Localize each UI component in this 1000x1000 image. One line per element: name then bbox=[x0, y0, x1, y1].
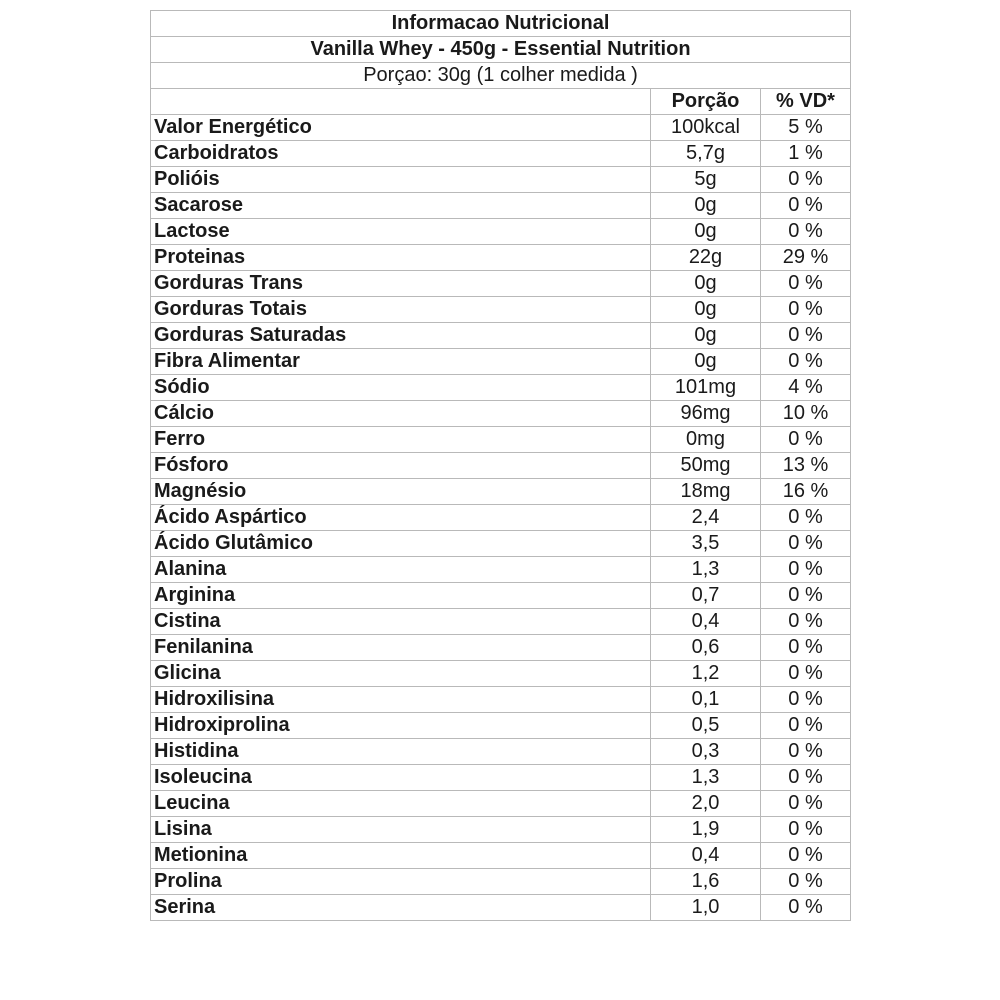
nutrient-vd: 0 % bbox=[761, 427, 851, 453]
nutrient-vd: 4 % bbox=[761, 375, 851, 401]
nutrient-name: Cistina bbox=[151, 609, 651, 635]
nutrient-vd: 16 % bbox=[761, 479, 851, 505]
nutrient-name: Lactose bbox=[151, 219, 651, 245]
table-row bbox=[151, 635, 851, 661]
nutrient-name: Arginina bbox=[151, 583, 651, 609]
nutrient-name: Leucina bbox=[151, 791, 651, 817]
nutrient-name: Isoleucina bbox=[151, 765, 651, 791]
table-row bbox=[151, 479, 851, 505]
nutrient-vd: 0 % bbox=[761, 609, 851, 635]
table-row bbox=[151, 219, 851, 245]
nutrient-name: Fósforo bbox=[151, 453, 651, 479]
table-row bbox=[151, 661, 851, 687]
nutrient-name: Glicina bbox=[151, 661, 651, 687]
table-row bbox=[151, 583, 851, 609]
nutrient-value: 0mg bbox=[651, 427, 761, 453]
nutrient-value: 0g bbox=[651, 323, 761, 349]
nutrient-name: Ácido Glutâmico bbox=[151, 531, 651, 557]
table-row bbox=[151, 895, 851, 921]
table-row bbox=[151, 609, 851, 635]
nutrient-vd: 0 % bbox=[761, 297, 851, 323]
nutrient-name: Serina bbox=[151, 895, 651, 921]
nutrient-vd: 1 % bbox=[761, 141, 851, 167]
nutrient-value: 0,4 bbox=[651, 843, 761, 869]
table-row bbox=[151, 765, 851, 791]
label-title: Informacao Nutricional bbox=[151, 11, 851, 37]
table-row bbox=[151, 687, 851, 713]
nutrient-value: 50mg bbox=[651, 453, 761, 479]
table-row bbox=[151, 531, 851, 557]
nutrient-value: 0g bbox=[651, 349, 761, 375]
nutrient-vd: 5 % bbox=[761, 115, 851, 141]
nutrient-value: 5g bbox=[651, 167, 761, 193]
nutrient-vd: 0 % bbox=[761, 349, 851, 375]
nutrient-value: 3,5 bbox=[651, 531, 761, 557]
product-name: Vanilla Whey - 450g - Essential Nutrition bbox=[151, 37, 851, 63]
column-header-portion: Porção bbox=[651, 89, 761, 115]
nutrient-name: Hidroxilisina bbox=[151, 687, 651, 713]
nutrient-name: Alanina bbox=[151, 557, 651, 583]
table-row bbox=[151, 427, 851, 453]
nutrient-vd: 0 % bbox=[761, 219, 851, 245]
nutrient-name: Sacarose bbox=[151, 193, 651, 219]
nutrient-name: Proteinas bbox=[151, 245, 651, 271]
table-row bbox=[151, 297, 851, 323]
nutrient-value: 0,5 bbox=[651, 713, 761, 739]
nutrient-vd: 0 % bbox=[761, 323, 851, 349]
nutrient-vd: 0 % bbox=[761, 895, 851, 921]
table-row bbox=[151, 817, 851, 843]
nutrition-table bbox=[150, 10, 851, 921]
nutrient-name: Fenilanina bbox=[151, 635, 651, 661]
nutrient-name: Valor Energético bbox=[151, 115, 651, 141]
nutrient-name: Prolina bbox=[151, 869, 651, 895]
nutrient-vd: 10 % bbox=[761, 401, 851, 427]
nutrient-value: 1,0 bbox=[651, 895, 761, 921]
nutrient-value: 0g bbox=[651, 271, 761, 297]
nutrient-value: 1,3 bbox=[651, 557, 761, 583]
table-row bbox=[151, 323, 851, 349]
table-row bbox=[151, 453, 851, 479]
table-row bbox=[151, 375, 851, 401]
nutrient-vd: 29 % bbox=[761, 245, 851, 271]
nutrient-value: 5,7g bbox=[651, 141, 761, 167]
nutrient-vd: 0 % bbox=[761, 791, 851, 817]
nutrient-name: Polióis bbox=[151, 167, 651, 193]
table-row bbox=[151, 245, 851, 271]
portion-row bbox=[151, 63, 851, 89]
nutrient-vd: 0 % bbox=[761, 583, 851, 609]
nutrient-vd: 0 % bbox=[761, 635, 851, 661]
column-header-row bbox=[151, 89, 851, 115]
nutrient-name: Ácido Aspártico bbox=[151, 505, 651, 531]
table-row bbox=[151, 141, 851, 167]
nutrient-value: 18mg bbox=[651, 479, 761, 505]
nutrient-name: Sódio bbox=[151, 375, 651, 401]
product-row bbox=[151, 37, 851, 63]
nutrient-vd: 13 % bbox=[761, 453, 851, 479]
portion-size: Porçao: 30g (1 colher medida ) bbox=[151, 63, 851, 89]
nutrient-name: Carboidratos bbox=[151, 141, 651, 167]
nutrient-value: 0g bbox=[651, 193, 761, 219]
nutrient-value: 0,4 bbox=[651, 609, 761, 635]
nutrient-name: Fibra Alimentar bbox=[151, 349, 651, 375]
title-row bbox=[151, 11, 851, 37]
nutrient-name: Metionina bbox=[151, 843, 651, 869]
table-row bbox=[151, 349, 851, 375]
nutrient-value: 96mg bbox=[651, 401, 761, 427]
nutrient-vd: 0 % bbox=[761, 557, 851, 583]
column-header-vd: % VD* bbox=[761, 89, 851, 115]
nutrient-value: 0g bbox=[651, 297, 761, 323]
nutrient-value: 2,4 bbox=[651, 505, 761, 531]
nutrition-label bbox=[150, 10, 850, 921]
nutrient-vd: 0 % bbox=[761, 687, 851, 713]
nutrient-value: 1,6 bbox=[651, 869, 761, 895]
nutrient-name: Gorduras Saturadas bbox=[151, 323, 651, 349]
table-row bbox=[151, 713, 851, 739]
nutrient-vd: 0 % bbox=[761, 167, 851, 193]
nutrient-vd: 0 % bbox=[761, 713, 851, 739]
nutrient-value: 1,2 bbox=[651, 661, 761, 687]
nutrient-value: 0,1 bbox=[651, 687, 761, 713]
table-row bbox=[151, 167, 851, 193]
nutrient-name: Hidroxiprolina bbox=[151, 713, 651, 739]
nutrient-vd: 0 % bbox=[761, 271, 851, 297]
nutrient-name: Magnésio bbox=[151, 479, 651, 505]
nutrient-value: 1,3 bbox=[651, 765, 761, 791]
nutrient-name: Lisina bbox=[151, 817, 651, 843]
table-row bbox=[151, 791, 851, 817]
nutrient-vd: 0 % bbox=[761, 193, 851, 219]
table-row bbox=[151, 557, 851, 583]
nutrient-vd: 0 % bbox=[761, 661, 851, 687]
column-header-nutrient bbox=[151, 89, 651, 115]
table-row bbox=[151, 271, 851, 297]
nutrient-name: Ferro bbox=[151, 427, 651, 453]
nutrient-vd: 0 % bbox=[761, 531, 851, 557]
nutrient-value: 0,3 bbox=[651, 739, 761, 765]
nutrient-value: 101mg bbox=[651, 375, 761, 401]
nutrient-name: Histidina bbox=[151, 739, 651, 765]
nutrient-vd: 0 % bbox=[761, 765, 851, 791]
nutrient-vd: 0 % bbox=[761, 817, 851, 843]
table-row bbox=[151, 401, 851, 427]
nutrient-name: Gorduras Totais bbox=[151, 297, 651, 323]
nutrient-vd: 0 % bbox=[761, 869, 851, 895]
nutrient-value: 0,7 bbox=[651, 583, 761, 609]
table-row bbox=[151, 869, 851, 895]
table-row bbox=[151, 193, 851, 219]
nutrient-vd: 0 % bbox=[761, 739, 851, 765]
nutrient-vd: 0 % bbox=[761, 843, 851, 869]
nutrient-name: Gorduras Trans bbox=[151, 271, 651, 297]
nutrient-value: 22g bbox=[651, 245, 761, 271]
table-row bbox=[151, 843, 851, 869]
table-row bbox=[151, 739, 851, 765]
nutrient-name: Cálcio bbox=[151, 401, 651, 427]
nutrient-value: 0,6 bbox=[651, 635, 761, 661]
table-row bbox=[151, 115, 851, 141]
nutrient-vd: 0 % bbox=[761, 505, 851, 531]
nutrient-value: 1,9 bbox=[651, 817, 761, 843]
nutrient-value: 0g bbox=[651, 219, 761, 245]
nutrient-value: 2,0 bbox=[651, 791, 761, 817]
table-row bbox=[151, 505, 851, 531]
nutrient-value: 100kcal bbox=[651, 115, 761, 141]
